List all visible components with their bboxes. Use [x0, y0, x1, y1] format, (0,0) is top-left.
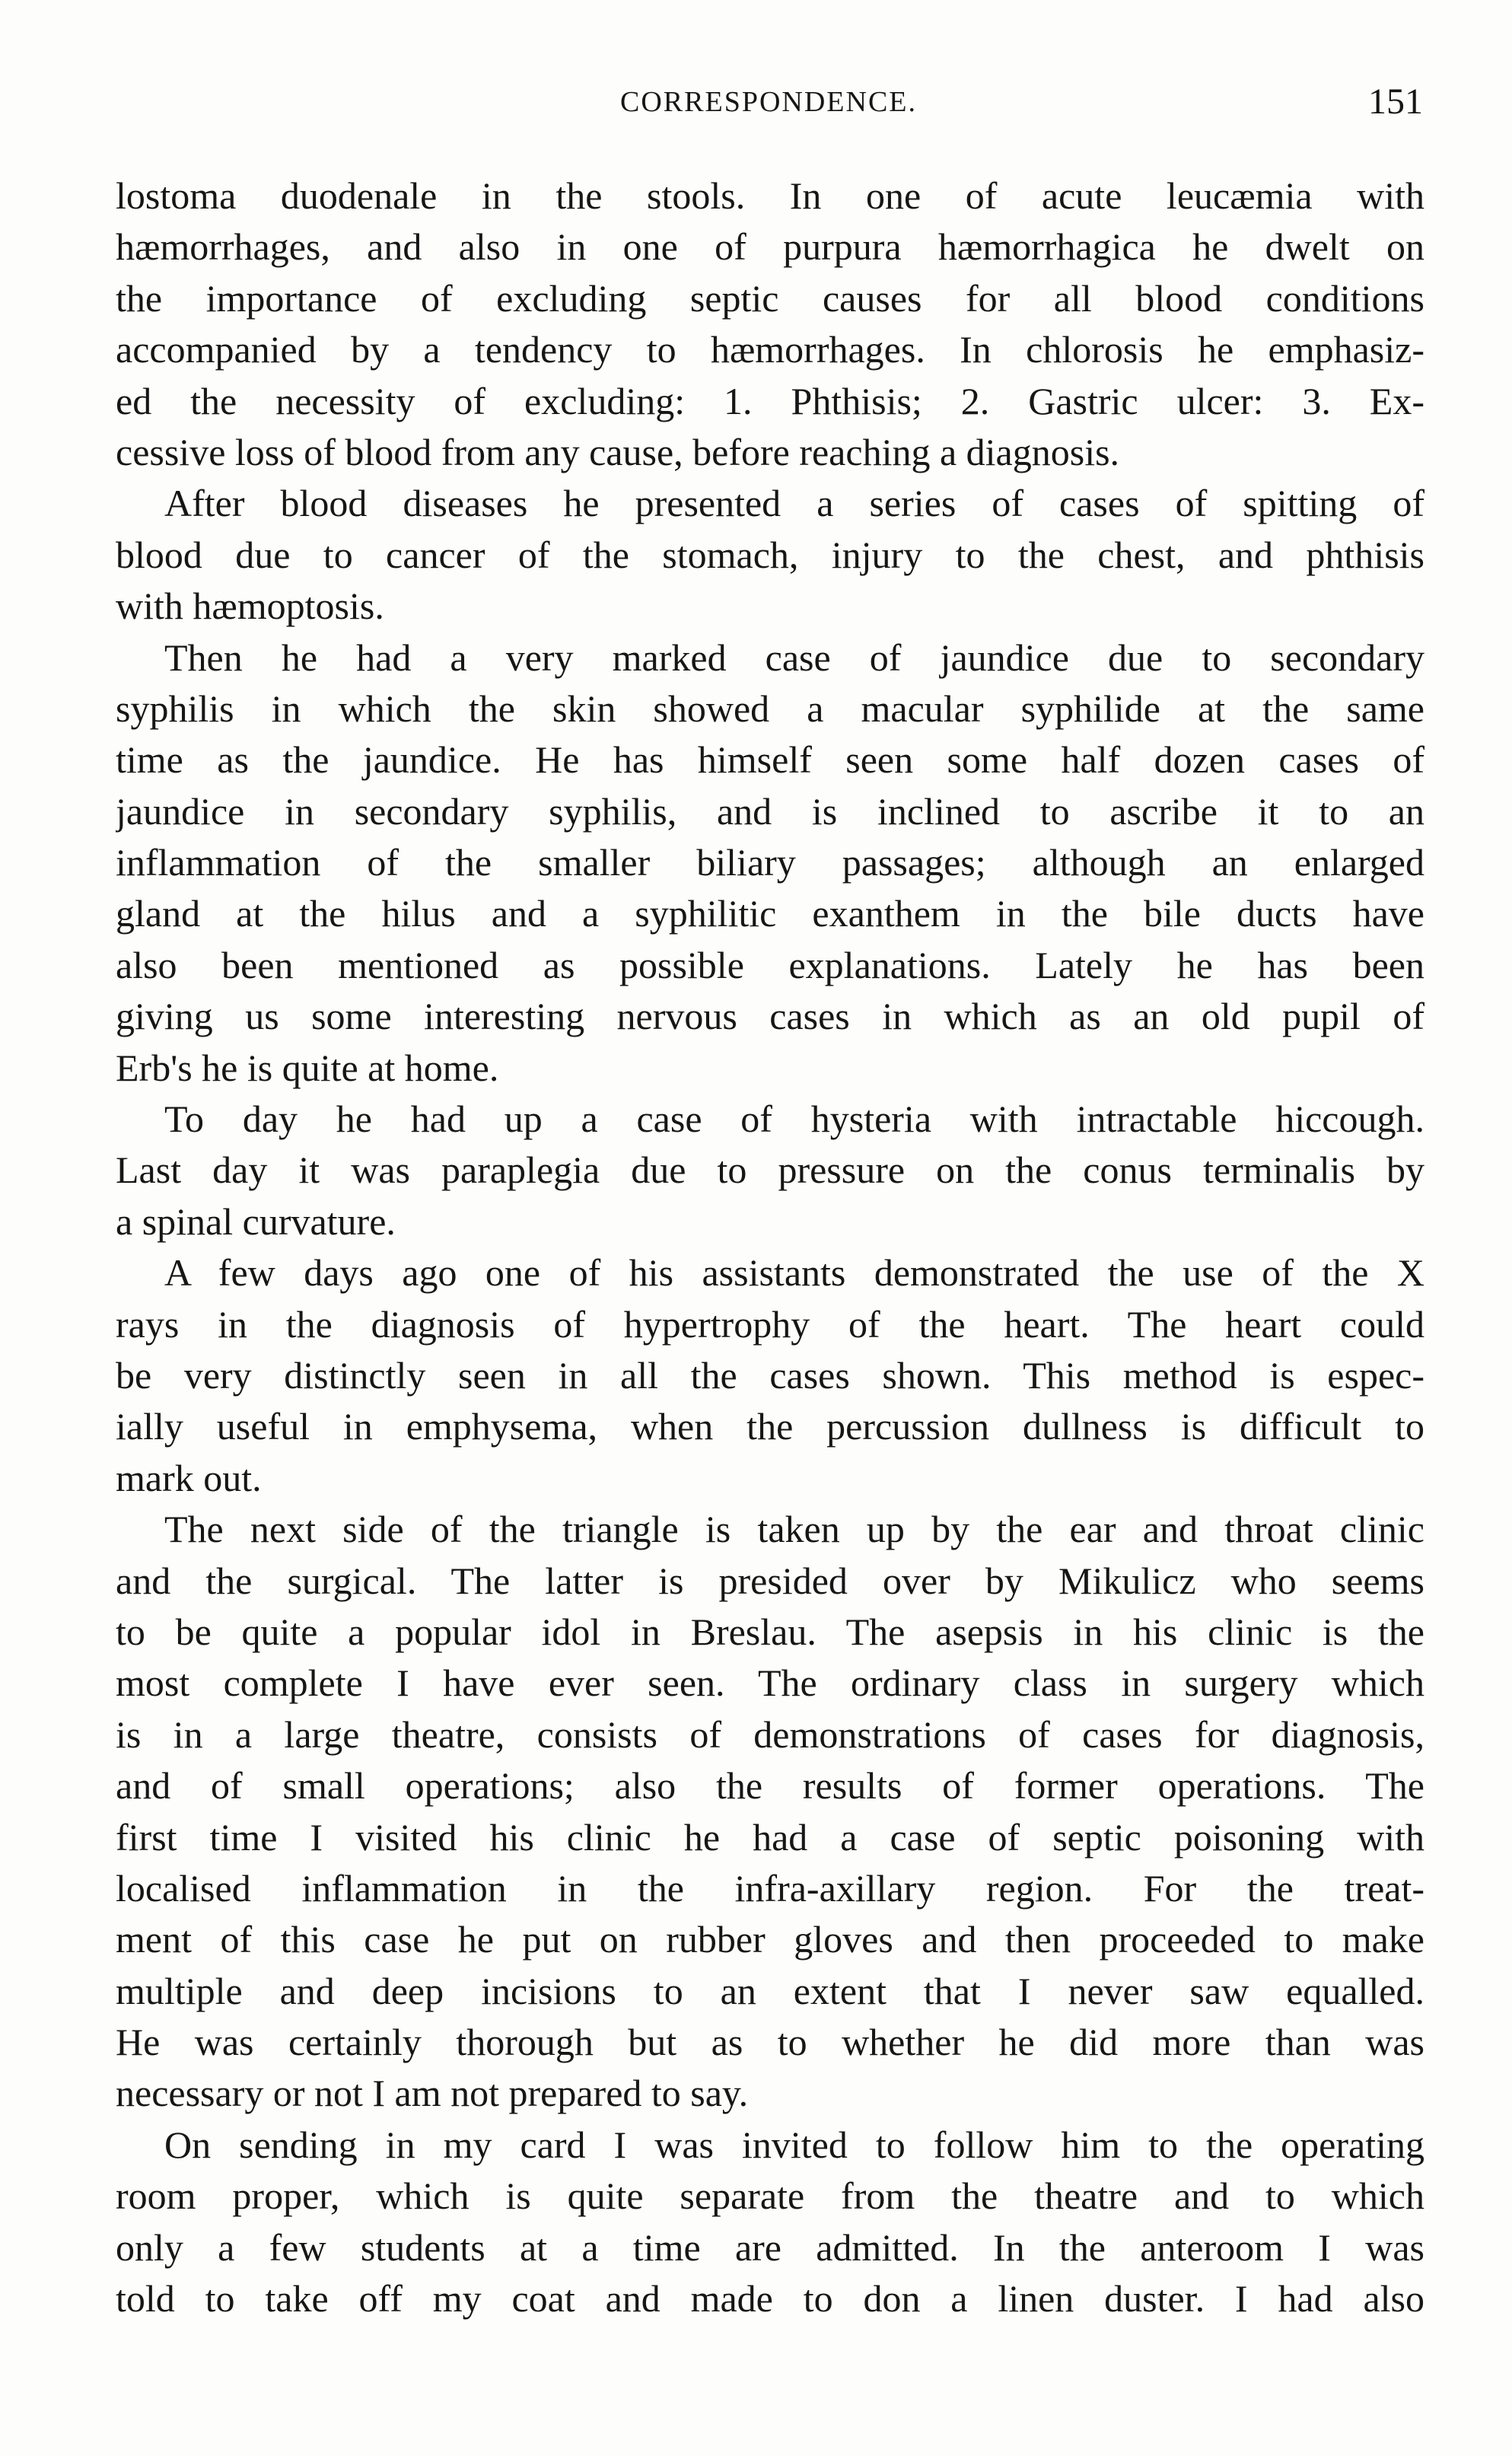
text-line: To day he had up a case of hysteria with intractable hiccough. — [164, 1097, 1424, 1141]
text-line: After blood diseases he presented a series of cases of spitting of — [164, 482, 1424, 525]
text-line: also been mentioned as possible explanations. Lately he has been — [116, 943, 1424, 986]
text-line: and the surgical. The latter is presided over by Mikulicz who seems — [116, 1559, 1424, 1602]
text-line: inflammation of the smaller biliary passages; although an enlarged — [116, 841, 1424, 884]
text-line: ed the necessity of excluding: 1. Phthisis; 2. Gastric ulcer: 3. Ex- — [116, 379, 1424, 422]
page-header — [114, 81, 1423, 139]
text-line: most complete I have ever seen. The ordinary class in surgery which — [116, 1661, 1424, 1705]
text-line: rays in the diagnosis of hypertrophy of the heart. The heart could — [116, 1302, 1424, 1346]
text-line: the importance of excluding septic causes for all blood conditions — [116, 276, 1424, 320]
text-line: time as the jaundice. He has himself seen some half dozen cases of — [116, 738, 1424, 782]
text-line: necessary or not I am not prepared to say. — [116, 2072, 749, 2115]
text-line: ially useful in emphysema, when the percussion dullness is difficult to — [116, 1405, 1424, 1448]
text-line: A few days ago one of his assistants demonstrated the use of the X — [164, 1251, 1424, 1295]
text-line: localised inflammation in the infra-axillary region. For the treat- — [116, 1866, 1424, 1910]
text-line: Last day it was paraplegia due to pressure on the conus terminalis by — [116, 1148, 1424, 1192]
text-line: only a few students at a time are admitted. In the anteroom I was — [116, 2225, 1424, 2269]
text-line: He was certainly thorough but as to whether he did more than was — [116, 2021, 1424, 2064]
text-line: mark out. — [116, 1456, 262, 1499]
text-line: be very distinctly seen in all the cases shown. This method is espec- — [116, 1353, 1424, 1397]
text-line: syphilis in which the skin showed a macular syphilide at the same — [116, 686, 1424, 730]
text-line: jaundice in secondary syphilis, and is inclined to ascribe it to an — [116, 789, 1424, 833]
text-line: cessive loss of blood from any cause, before reaching a diagnosis. — [116, 430, 1120, 473]
text-line: lostoma duodenale in the stools. In one of acute leucæmia with — [116, 174, 1424, 217]
text-line: multiple and deep incisions to an extent that I never saw equalled. — [116, 1969, 1424, 2012]
text-line: Erb's he is quite at home. — [116, 1046, 499, 1089]
running-title: CORRESPONDENCE. — [620, 86, 917, 118]
text-line: room proper, which is quite separate from the theatre and to which — [116, 2174, 1424, 2218]
text-line: Then he had a very marked case of jaundice due to secondary — [164, 636, 1424, 679]
text-line: ment of this case he put on rubber gloves and then proceeded to make — [116, 1918, 1424, 1961]
text-line: giving us some interesting nervous cases in which as an old pupil of — [116, 995, 1424, 1038]
text-line: is in a large theatre, consists of demonstrations of cases for diagnosis, — [116, 1712, 1424, 1756]
text-line: On sending in my card I was invited to follow him to the operating — [164, 2123, 1424, 2166]
text-line: The next side of the triangle is taken up by the ear and throat clinic — [164, 1508, 1424, 1551]
text-line: a spinal curvature. — [116, 1199, 396, 1243]
body-text — [116, 170, 1424, 2324]
text-line: blood due to cancer of the stomach, injury to the chest, and phthisis — [116, 533, 1424, 576]
text-line: hæmorrhages, and also in one of purpura hæmorrhagica he dwelt on — [116, 225, 1424, 269]
text-line: to be quite a popular idol in Breslau. The asepsis in his clinic is the — [116, 1610, 1424, 1653]
text-line: told to take off my coat and made to don a linen duster. I had also — [116, 2277, 1424, 2321]
text-line: first time I visited his clinic he had a case of septic poisoning with — [116, 1815, 1424, 1859]
page-number: 151 — [1368, 81, 1423, 122]
text-line: accompanied by a tendency to hæmorrhages. In chlorosis he emphasiz- — [116, 328, 1424, 371]
text-line: and of small operations; also the results of former operations. The — [116, 1764, 1424, 1808]
text-line: with hæmoptosis. — [116, 585, 384, 628]
text-line: gland at the hilus and a syphilitic exanthem in the bile ducts have — [116, 892, 1424, 935]
